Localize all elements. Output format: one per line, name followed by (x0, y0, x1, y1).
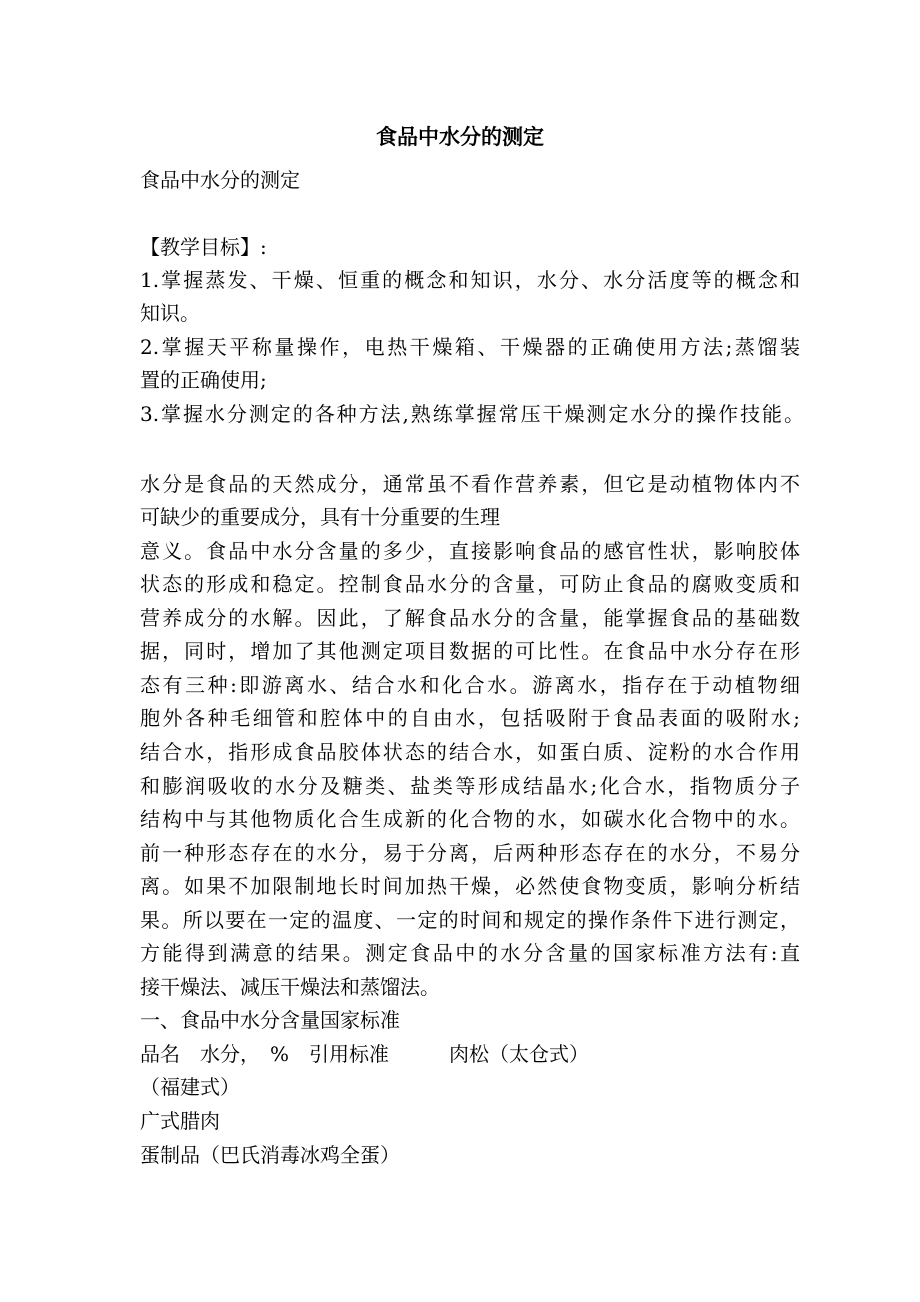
body-line: 果。所以要在一定的温度、一定的时间和规定的操作条件下进行测定， (140, 908, 800, 932)
section-heading: 一、食品中水分含量国家标准 (140, 1008, 400, 1032)
document-subtitle: 食品中水分的测定 (140, 168, 300, 192)
objective-line: 1.掌握蒸发、干燥、恒重的概念和知识，水分、水分活度等的概念和 (140, 268, 800, 292)
table-line: 蛋制品（巴氏消毒冰鸡全蛋） (140, 1143, 400, 1167)
body-line: 前一种形态存在的水分，易于分离，后两种形态存在的水分，不易分 (140, 841, 800, 865)
body-line: 接干燥法、减压干燥法和蒸馏法。 (140, 975, 440, 999)
body-line: 水分是食品的天然成分，通常虽不看作营养素，但它是动植物体内不 (140, 472, 800, 496)
body-line: 可缺少的重要成分，具有十分重要的生理 (140, 505, 500, 529)
body-line: 和膨润吸收的水分及糖类、盐类等形成结晶水;化合水，指物质分子 (140, 774, 800, 798)
body-line: 态有三种:即游离水、结合水和化合水。游离水，指存在于动植物细 (140, 673, 800, 697)
body-line: 胞外各种毛细管和腔体中的自由水，包括吸附于食品表面的吸附水; (140, 706, 800, 730)
table-line: 广式腊肉 (140, 1109, 220, 1133)
body-line: 结合水，指形成食品胶体状态的结合水，如蛋白质、淀粉的水合作用 (140, 740, 800, 764)
table-header-line: 品名 水分， % 引用标准 肉松（太仓式） (140, 1042, 590, 1066)
body-line: 营养成分的水解。因此，了解食品水分的含量，能掌握食品的基础数 (140, 606, 800, 630)
body-line: 方能得到满意的结果。测定食品中的水分含量的国家标准方法有:直 (140, 941, 800, 965)
objective-line: 知识。 (140, 301, 200, 325)
objective-line: 3.掌握水分测定的各种方法,熟练掌握常压干燥测定水分的操作技能。 (140, 402, 804, 426)
objective-line: 置的正确使用; (140, 368, 267, 392)
objective-line: 2.掌握天平称量操作，电热干燥箱、干燥器的正确使用方法;蒸馏装 (140, 335, 800, 359)
body-line: 离。如果不加限制地长时间加热干燥，必然使食物变质，影响分析结 (140, 874, 800, 898)
body-line: 结构中与其他物质化合生成新的化合物的水，如碳水化合物中的水。 (140, 807, 800, 831)
body-line: 据，同时，增加了其他测定项目数据的可比性。在食品中水分存在形 (140, 639, 800, 663)
document-title: 食品中水分的测定 (376, 124, 544, 149)
body-line: 状态的形成和稳定。控制食品水分的含量，可防止食品的腐败变质和 (140, 572, 800, 596)
objectives-heading: 【教学目标】: (140, 235, 267, 259)
body-line: 意义。食品中水分含量的多少，直接影响食品的感官性状，影响胶体 (140, 539, 800, 563)
table-line: （福建式） (140, 1075, 240, 1099)
